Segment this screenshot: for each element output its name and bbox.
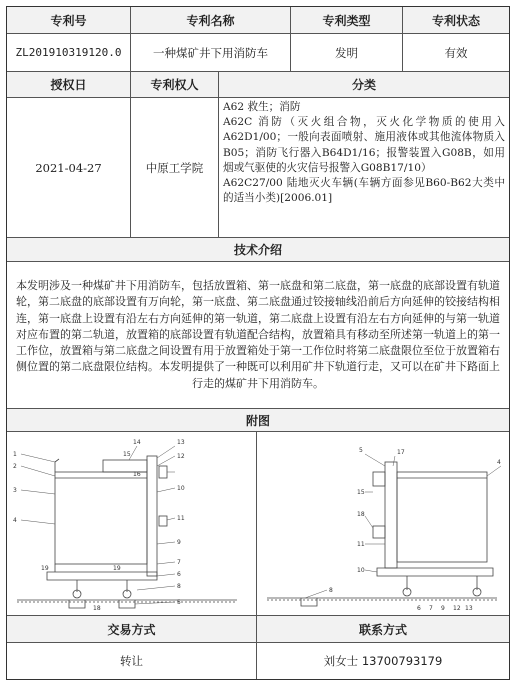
figure-left	[7, 432, 257, 615]
patent-type-header: 专利类型	[291, 7, 403, 33]
figure-left-label: 18	[93, 605, 101, 612]
trade-row	[7, 643, 509, 679]
figure-left-label: 14	[133, 439, 141, 446]
figure-right-label: 15	[357, 489, 365, 496]
classification-text	[219, 98, 509, 237]
classification-header: 分类	[219, 72, 509, 97]
figure-left-label: 13	[177, 439, 185, 446]
figure-left-label: 3	[13, 487, 17, 494]
grant-date-header: 授权日	[7, 72, 131, 97]
figure-left-label: 16	[133, 471, 141, 478]
grant-info-row	[7, 98, 509, 238]
patent-sheet	[6, 6, 510, 680]
classification-line: A62C 消防（灭火组合物，灭火化学物质的使用入A62D1/00；一般向表面喷射、施用液体或其他流体物质入B05；消防飞行器入B64D1/16；报警装置入G08B，如用烟或气驱使的火灾信号报警入G08B17/10）	[223, 116, 505, 174]
figure-right-label: 5	[359, 447, 363, 454]
figure-right-label: 4	[497, 459, 501, 466]
patent-status: 有效	[444, 45, 468, 60]
patent-status-header: 专利状态	[403, 7, 509, 33]
figure-right-label: 6	[417, 605, 421, 612]
contact-header: 联系方式	[257, 616, 509, 642]
header-row-2	[7, 72, 509, 98]
figures-header-row	[7, 409, 509, 432]
patent-number: ZL201910319120.0	[7, 34, 131, 71]
figure-left-label: 19	[41, 565, 49, 572]
figure-left-label: 4	[13, 517, 17, 524]
figure-right-label: 18	[357, 511, 365, 518]
trade-method: 转让	[7, 643, 257, 679]
tech-intro-header: 技术介绍	[7, 238, 509, 261]
figure-right-drawing	[257, 432, 509, 615]
patent-name: 一种煤矿井下用消防车	[131, 34, 291, 71]
figure-left-label: 8	[177, 583, 181, 590]
trade-header-row	[7, 616, 509, 643]
patent-name-header: 专利名称	[131, 7, 291, 33]
figure-right	[257, 432, 509, 615]
figure-left-label: 2	[13, 463, 17, 470]
figure-left-label: 7	[177, 559, 181, 566]
classification-line: A62 救生；消防	[223, 101, 301, 113]
figure-right-label: 9	[441, 605, 445, 612]
figure-left-label: 9	[177, 539, 181, 546]
classification-line: A62C27/00 陆地灭火车辆(车辆方面参见B60-B62大类中的适当小类)[2006.01]	[223, 177, 505, 205]
figure-left-label: 1	[13, 451, 17, 458]
figures-header: 附图	[7, 409, 509, 431]
trade-method-header: 交易方式	[7, 616, 257, 642]
figure-left-label: 12	[177, 453, 185, 460]
figure-left-label: 15	[123, 451, 131, 458]
patentee: 中原工学院	[131, 98, 219, 237]
figure-right-label: 7	[429, 605, 433, 612]
figures-row	[7, 432, 509, 616]
contact-info: 刘女士 13700793179	[323, 654, 443, 668]
patent-no-header: 专利号	[7, 7, 131, 33]
figure-left-label: 5	[177, 599, 181, 606]
figure-right-label: 17	[397, 449, 405, 456]
patent-type: 发明	[291, 34, 403, 71]
tech-intro-text: 本发明涉及一种煤矿井下用消防车，包括放置箱、第一底盘和第二底盘，第一底盘的底部设置有轨道轮，第二底盘的底部设置有万向轮，第一底盘、第二底盘通过铰接轴线沿前后方向延伸的铰接结构相连，第一底盘上设置有沿左右方向延伸的第一轨道，第二底盘上设置有沿左右方向延伸的与第一轨道对应布置的第二轨道，放置箱的底部设置有轨道配合结构，放置箱具有移动至所述第一轨道上的第一工作位，放置箱与第二底盘之间设置有用于放置箱处于第一工作位时将第二底盘限位至位于放置箱右侧位置的第二底盘限位结构。本发明提供了一种既可以利用矿井下轨道行走，又可以在矿井下路面上行走的煤矿井下用消防车。	[16, 278, 500, 390]
figure-left-drawing	[7, 432, 256, 615]
tech-intro-row	[7, 262, 509, 409]
figure-right-label: 10	[357, 567, 365, 574]
grant-date: 2021-04-27	[7, 98, 131, 237]
patent-info-row	[7, 34, 509, 72]
figure-right-label: 11	[357, 541, 365, 548]
tech-intro-header-row	[7, 238, 509, 262]
figure-right-label: 13	[465, 605, 473, 612]
figure-right-label: 12	[453, 605, 461, 612]
figure-left-label: 10	[177, 485, 185, 492]
figure-left-label: 6	[177, 571, 181, 578]
header-row-1	[7, 7, 509, 34]
figure-left-label: 19	[113, 565, 121, 572]
patentee-header: 专利权人	[131, 72, 219, 97]
figure-left-label: 11	[177, 515, 185, 522]
figure-right-label: 8	[329, 587, 333, 594]
